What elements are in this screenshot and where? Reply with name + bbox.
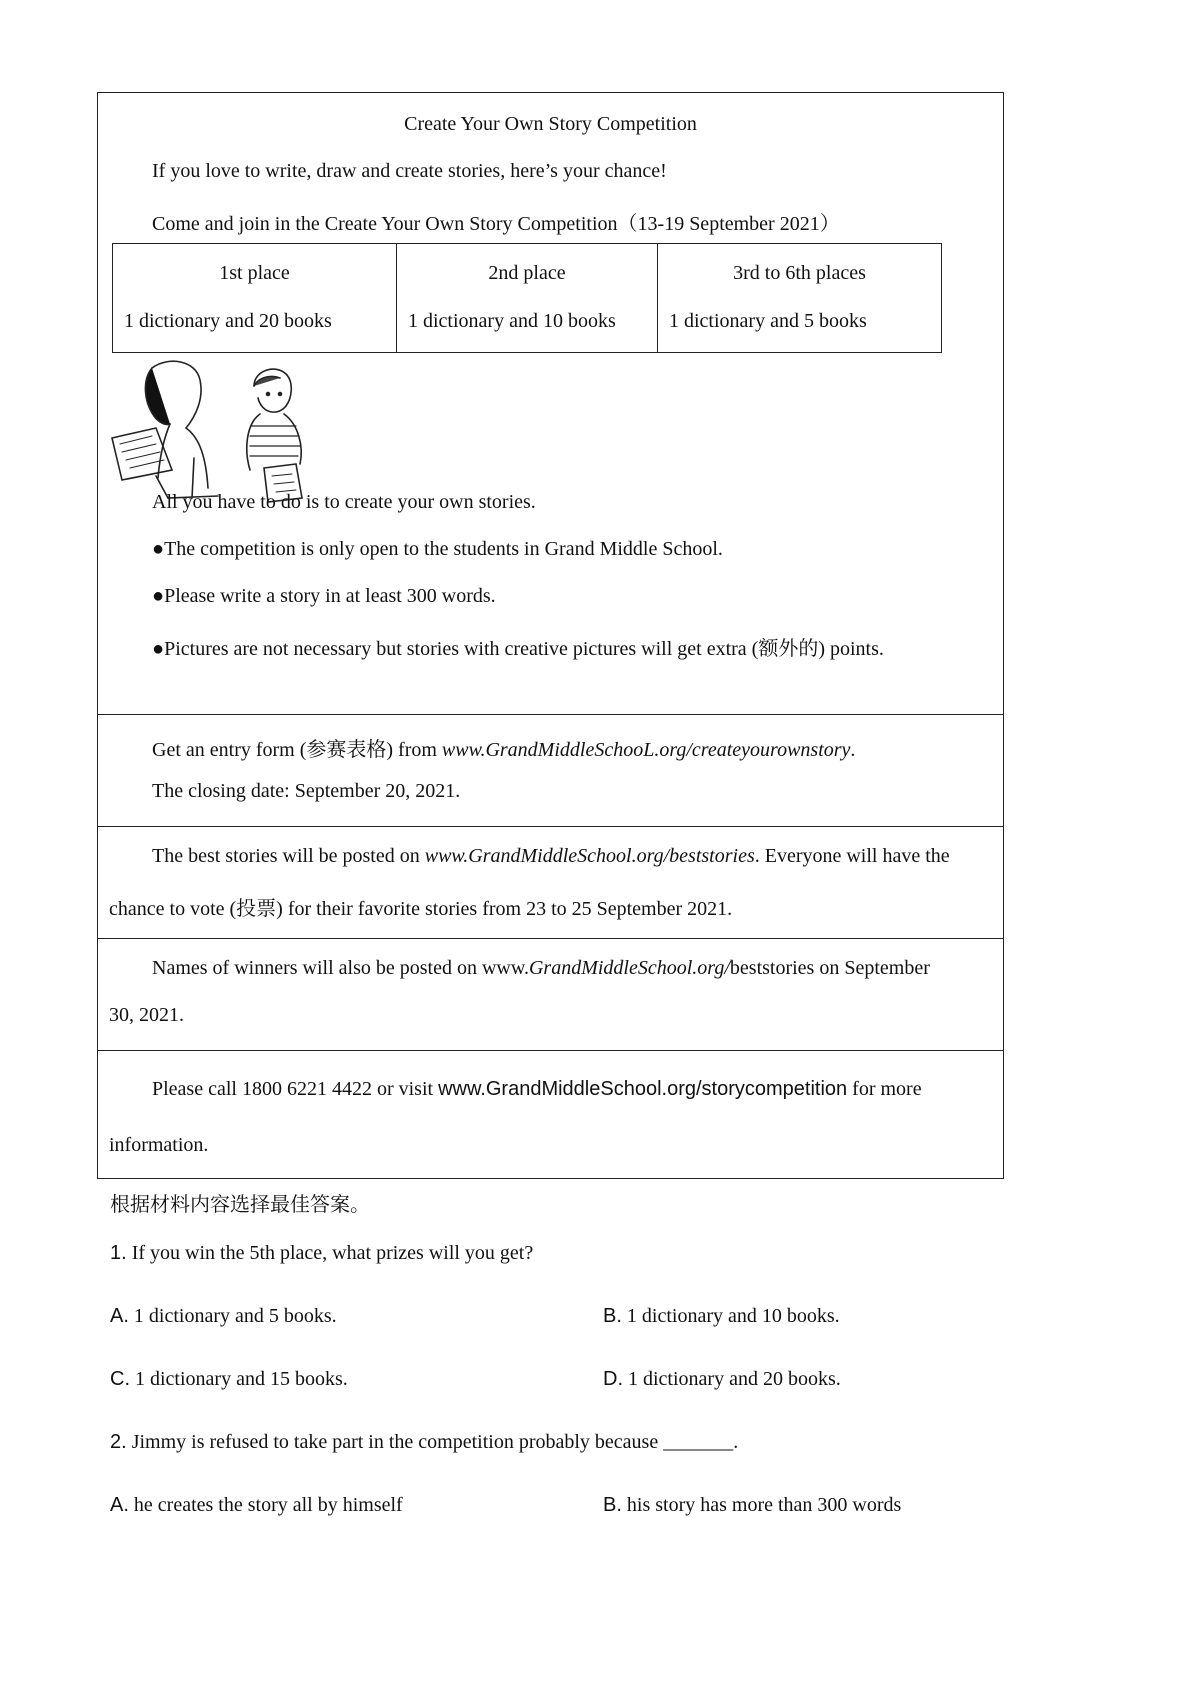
option-text: 1 dictionary and 20 books.: [628, 1368, 841, 1390]
option-letter: C.: [110, 1368, 130, 1390]
option-text: 1 dictionary and 5 books.: [133, 1305, 337, 1327]
intro-line-2: Come and join in the Create Your Own Story Competition（13-19 September 2021）: [152, 213, 840, 235]
best-stories-section: [98, 827, 1003, 939]
prize-cell-2nd: [397, 244, 658, 353]
notice-title: Create Your Own Story Competition: [404, 113, 697, 135]
option-1d[interactable]: [603, 1368, 841, 1391]
winners-line-1: [152, 957, 930, 980]
entry-suffix: .: [850, 739, 856, 761]
instruction: 根据材料内容选择最佳答案。: [110, 1194, 370, 1216]
best-suffix: . Everyone will have the: [754, 845, 950, 867]
option-letter: B.: [603, 1494, 622, 1516]
prize-place: 2nd place: [488, 262, 566, 284]
question-number: 1.: [110, 1242, 127, 1264]
option-2b[interactable]: [603, 1494, 901, 1517]
best-url: www.GrandMiddleSchool.org/beststories: [424, 845, 755, 867]
prize-table: [112, 243, 942, 353]
question-text: Jimmy is refused to take part in the competition probably because _______.: [131, 1431, 739, 1453]
prize-place: 1st place: [219, 262, 290, 284]
question-2: [110, 1431, 738, 1454]
option-1c[interactable]: [110, 1368, 348, 1391]
contact-line-2: information.: [109, 1134, 209, 1156]
contact-suffix: for more: [847, 1078, 922, 1100]
option-letter: A.: [110, 1305, 129, 1327]
winners-url: GrandMiddleSchool.org/: [528, 957, 730, 979]
best-text: The best stories will be posted on: [152, 845, 425, 867]
prize-place: 3rd to 6th places: [733, 262, 866, 284]
prize-cell-3rd-6th: [658, 244, 942, 353]
winners-suffix: beststories on September: [729, 957, 930, 979]
option-text: his story has more than 300 words: [626, 1494, 902, 1516]
contact-text: Please call 1800 6221 4422 or visit: [152, 1078, 439, 1100]
option-letter: B.: [603, 1305, 622, 1327]
rule-item: ●Please write a story in at least 300 words.: [152, 585, 496, 607]
prize-reward: 1 dictionary and 20 books: [124, 310, 332, 332]
question-number: 2.: [110, 1431, 127, 1453]
option-2a[interactable]: [110, 1494, 403, 1517]
entry-section: [98, 715, 1003, 827]
option-letter: A.: [110, 1494, 129, 1516]
closing-date: The closing date: September 20, 2021.: [152, 780, 461, 802]
intro-line-1: If you love to write, draw and create stories, here’s your chance!: [152, 160, 667, 182]
contact-line-1: [152, 1078, 922, 1101]
prize-cell-1st: [113, 244, 397, 353]
notice-box: [97, 92, 1004, 1179]
winners-line-2: 30, 2021.: [109, 1004, 184, 1026]
notice-main-section: [98, 93, 1003, 715]
winners-section: [98, 939, 1003, 1051]
best-line-1: [152, 845, 950, 868]
question-1: [110, 1242, 533, 1265]
winners-text: Names of winners will also be posted on www.: [152, 957, 529, 979]
question-text: If you win the 5th place, what prizes will you get?: [131, 1242, 534, 1264]
rule-item: ●Pictures are not necessary but stories with creative pictures will get extra (额外的) points.: [152, 638, 884, 660]
option-1b[interactable]: [603, 1305, 840, 1328]
option-text: he creates the story all by himself: [133, 1494, 403, 1516]
contact-url: www.GrandMiddleSchool.org/storycompetition: [438, 1078, 848, 1100]
entry-text: Get an entry form (参赛表格) from: [152, 739, 442, 761]
rule-item: ●The competition is only open to the students in Grand Middle School.: [152, 538, 723, 560]
rule-intro: All you have to do is to create your own stories.: [152, 491, 536, 513]
contact-section: [98, 1051, 1003, 1178]
best-line-2: chance to vote (投票) for their favorite stories from 23 to 25 September 2021.: [109, 898, 733, 920]
entry-url: www.GrandMiddleSchooL.org/createyourownstory: [441, 739, 851, 761]
option-text: 1 dictionary and 15 books.: [135, 1368, 348, 1390]
option-letter: D.: [603, 1368, 623, 1390]
children-drawing-illustration: [108, 358, 338, 508]
prize-reward: 1 dictionary and 5 books: [669, 310, 867, 332]
entry-line: [152, 733, 855, 762]
option-text: 1 dictionary and 10 books.: [626, 1305, 840, 1327]
prize-reward: 1 dictionary and 10 books: [408, 310, 616, 332]
option-1a[interactable]: [110, 1305, 337, 1328]
